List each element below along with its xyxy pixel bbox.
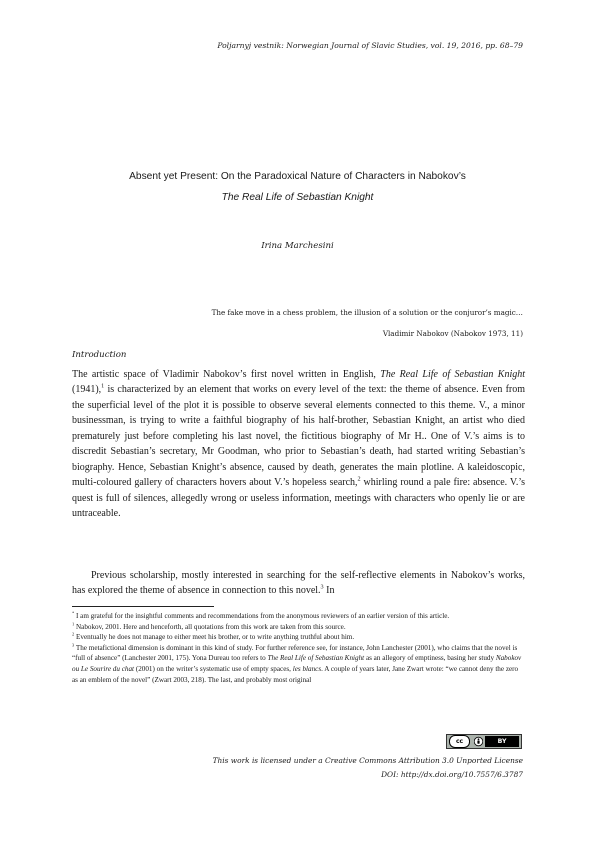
footnote-text: Nabokov, 2001. Here and henceforth, all quotations from this work are taken from this source. <box>76 622 346 631</box>
article-title-book: The Real Life of Sebastian Knight <box>221 192 374 203</box>
journal-header: Poljarnyj vestnik: Norwegian Journal of Slavic Studies, vol. 19, 2016, pp. 68–79 <box>217 41 523 50</box>
text-run: whirling round a pale fire: absence. V.’s quest is full of silences, allegedly wrong or useless information, meetings with characters who openly lie or are untraceable. <box>72 477 525 520</box>
text-run: In <box>326 585 335 597</box>
footnote-text: (2001) on the writer’s systematic use of empty spaces, <box>135 664 291 673</box>
cc-license-badge[interactable] <box>446 734 522 749</box>
footnote-text: I am grateful for the insightful comments and recommendations from the anonymous reviewers of an earlier version of this article. <box>76 612 450 620</box>
text-run: is characterized by an element that works on every level of the text: the theme of absence. Even from the superficial level of the plot it is possible to observe several elements connected to this theme. V., a minor businessman, is trying to write a faithful biography of his half-brother, Sebastian Knight, an artist who died prematurely just before completing his last novel, the fictitious biography of Mr H.. One of V.’s aims is to discredit Sebastian’s secretary, Mr Goodman, who prior to Sebastian’s death, had started writing Sebastian’s biography. Hence, Sebastian Knight’s absence, caused by death, generates the main plotline. A kaleidoscopic, multi-coloured gallery of characters hovers about V.’s hopeless search, <box>72 384 526 489</box>
term: les blancs <box>292 664 322 673</box>
footnote-text: . A couple of years later, Jane Zwart wrote: “we cannot deny the zero as an emblem of the novel” (Zwart 2003, 218). The last, and probably most original <box>72 664 519 684</box>
book-title: The Real Life of Sebastian Knight <box>380 369 525 380</box>
section-heading: Introduction <box>72 350 127 360</box>
body-paragraph-1 <box>72 367 525 522</box>
attribution-person-icon <box>474 736 483 747</box>
footnote-text: as an allegory of emptiness, basing her study <box>365 654 495 663</box>
license-text: This work is licensed under a Creative Commons Attribution 3.0 Unported License <box>212 756 523 765</box>
footnote-divider <box>72 606 214 607</box>
footnote-marker: 1 <box>72 621 75 627</box>
footnote-text: Eventually he does not manage to either meet his brother, or to write anything truthful about him. <box>76 633 355 642</box>
footnote-marker: 3 <box>72 642 75 648</box>
by-label: BY <box>485 736 519 747</box>
footnote-item <box>72 632 525 643</box>
cc-icon: cc <box>449 735 470 748</box>
study-title: Nabokov ou Le Sourire du chat <box>72 654 522 673</box>
epigraph-source: Vladimir Nabokov (Nabokov 1973, 11) <box>382 329 523 338</box>
footnotes <box>72 611 525 685</box>
footnote-marker: 2 <box>72 631 75 637</box>
footnote-ref[interactable]: 1 <box>101 383 105 391</box>
footnote-marker: * <box>72 610 75 616</box>
doi-link[interactable]: DOI: http://dx.doi.org/10.7557/6.3787 <box>381 770 523 779</box>
text-run: The artistic space of Vladimir Nabokov’s first novel written in English, <box>72 369 376 380</box>
footnote-ref[interactable]: 2 <box>357 475 361 483</box>
footnote-ref[interactable]: 3 <box>320 584 324 592</box>
footnote-text: The metafictional dimension is dominant in this kind of study. For further reference see, for instance, John Lanchester (2001), who claims that the novel is “full of absence” (Lanchester 2001, 175). Yona Dureau too refers to <box>72 643 518 663</box>
epigraph-quote: The fake move in a chess problem, the illusion of a solution or the conjuror’s magic… <box>211 308 523 317</box>
article-title: Absent yet Present: On the Paradoxical Nature of Characters in Nabokov’s <box>129 171 466 182</box>
body-paragraph-2 <box>72 568 525 599</box>
footnote-item <box>72 622 525 633</box>
footnote-item <box>72 643 525 685</box>
text-run: (1941), <box>72 384 102 396</box>
book-title: The Real Life of Sebastian Knight <box>267 654 365 663</box>
footnote-item <box>72 611 525 622</box>
author-name: Irina Marchesini <box>261 241 334 251</box>
text-run: Previous scholarship, mostly interested in searching for the self-reflective elements in Nabokov’s works, has explored the theme of absence in connection to this novel. <box>72 570 525 597</box>
